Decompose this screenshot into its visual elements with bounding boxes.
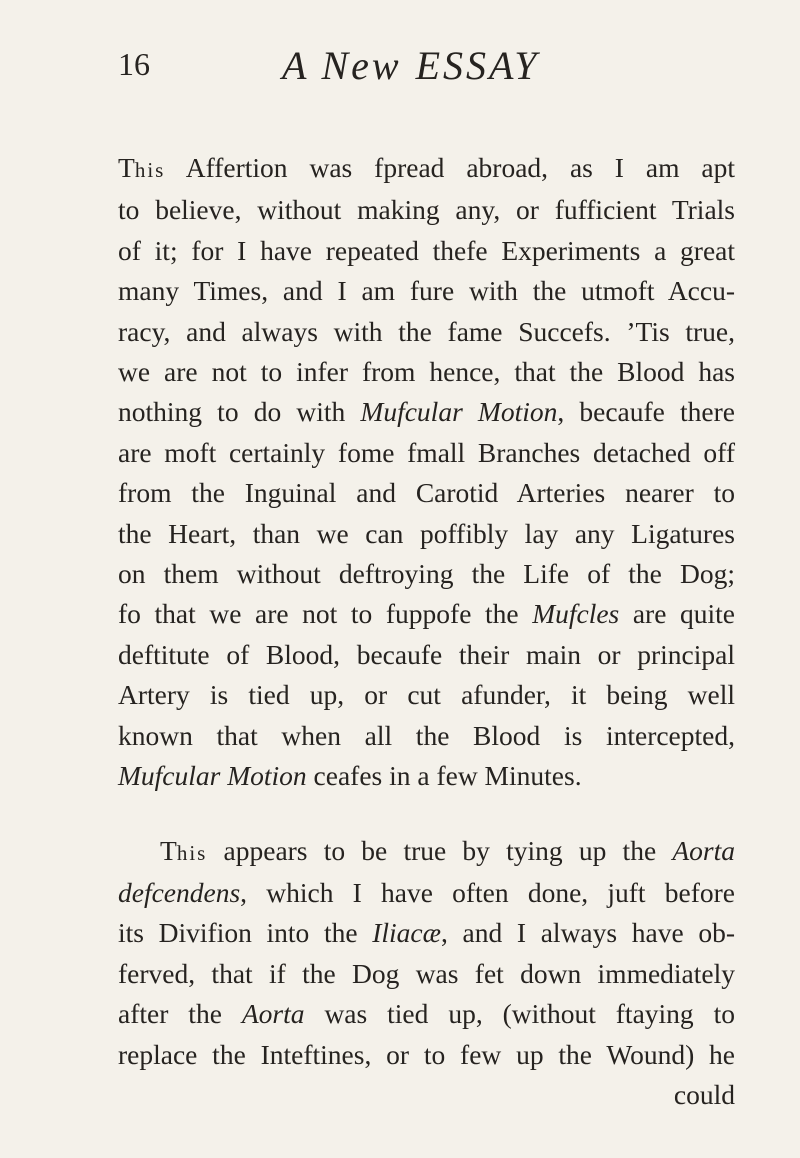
page-number: 16 bbox=[118, 46, 150, 82]
text-line bbox=[118, 594, 735, 634]
text-line bbox=[118, 514, 735, 554]
italic-text: Aorta bbox=[241, 998, 305, 1030]
initial-capital: T bbox=[118, 152, 135, 183]
page-header bbox=[118, 42, 738, 92]
text-run: are moft certainly fome fmall Branches detached off bbox=[118, 436, 735, 468]
italic-text: Iliacæ bbox=[372, 917, 441, 949]
italic-text: Mufcular Motion bbox=[118, 760, 307, 792]
text-run: the Heart, than we can poffibly lay any Ligatures bbox=[118, 517, 735, 549]
text-run: are quite bbox=[619, 598, 735, 630]
text-line bbox=[118, 675, 735, 715]
text-run: , becaufe there bbox=[557, 396, 735, 428]
text-line bbox=[118, 994, 735, 1034]
text-line bbox=[118, 231, 735, 271]
text-line bbox=[118, 756, 735, 796]
text-run: many Times, and I am fure with the utmoft Accu- bbox=[118, 275, 735, 307]
text-line bbox=[118, 312, 735, 352]
text-line bbox=[118, 635, 735, 675]
text-run: we are not to infer from hence, that the Blood has bbox=[118, 356, 735, 388]
text-line bbox=[118, 831, 735, 873]
text-run: its Divifion into the bbox=[118, 917, 373, 949]
small-caps-text: his bbox=[134, 158, 166, 182]
text-run: , and I always have ob- bbox=[440, 917, 735, 949]
text-run: could bbox=[673, 1078, 735, 1110]
text-run: deftitute of Blood, becaufe their main or principal bbox=[118, 638, 735, 670]
text-run: fo that we are not to fuppofe the bbox=[118, 598, 533, 630]
text-line bbox=[118, 271, 735, 311]
body-text bbox=[118, 148, 735, 1115]
italic-text: Aorta bbox=[672, 834, 735, 866]
text-line bbox=[118, 554, 735, 594]
text-line bbox=[118, 873, 735, 913]
text-run: nothing to do with bbox=[118, 396, 361, 428]
text-run: from the Inguinal and Carotid Arteries nearer to bbox=[118, 477, 735, 509]
text-run: known that when all the Blood is intercepted, bbox=[118, 719, 735, 751]
running-head-word: New bbox=[321, 43, 402, 88]
running-head bbox=[282, 42, 539, 89]
text-run: , which I have often done, juft before bbox=[240, 876, 735, 908]
text-run: racy, and always with the fame Succefs. ’Tis true, bbox=[118, 315, 735, 347]
text-line bbox=[118, 1075, 735, 1115]
text-run: to believe, without making any, or fufficient Trials bbox=[118, 194, 735, 226]
text-line bbox=[118, 716, 735, 756]
text-line bbox=[118, 190, 735, 230]
paragraph bbox=[118, 148, 735, 797]
text-run: ferved, that if the Dog was fet down immediately bbox=[118, 957, 735, 989]
italic-text: Mufcles bbox=[532, 598, 620, 630]
text-line bbox=[118, 392, 735, 432]
italic-text: defcendens bbox=[118, 876, 241, 908]
text-line bbox=[118, 1035, 735, 1075]
text-run: was tied up, (without ftaying to bbox=[304, 998, 736, 1030]
text-run: after the bbox=[118, 998, 242, 1030]
text-run: of it; for I have repeated thefe Experiments a great bbox=[118, 234, 735, 266]
text-line bbox=[118, 352, 735, 392]
text-run: appears to be true by tying up the bbox=[207, 834, 673, 866]
text-line bbox=[118, 473, 735, 513]
italic-text: Mufcular Motion bbox=[360, 396, 558, 428]
text-run: ceafes in a few Minutes. bbox=[306, 760, 582, 792]
running-head-word: ESSAY bbox=[415, 43, 540, 88]
paragraph bbox=[118, 831, 735, 1116]
text-run: Artery is tied up, or cut afunder, it being well bbox=[118, 679, 735, 711]
text-line bbox=[118, 433, 735, 473]
text-line bbox=[118, 148, 735, 190]
text-line bbox=[118, 913, 735, 953]
initial-capital: T bbox=[160, 834, 177, 866]
text-run: Affertion was fpread abroad, as I am apt bbox=[165, 152, 735, 183]
text-run: replace the Inteftines, or to few up the Wound) he bbox=[118, 1038, 735, 1070]
text-line bbox=[118, 954, 735, 994]
running-head-word: A bbox=[282, 43, 310, 88]
text-run: on them without deftroying the Life of the Dog; bbox=[118, 558, 735, 590]
small-caps-text: his bbox=[176, 840, 208, 865]
